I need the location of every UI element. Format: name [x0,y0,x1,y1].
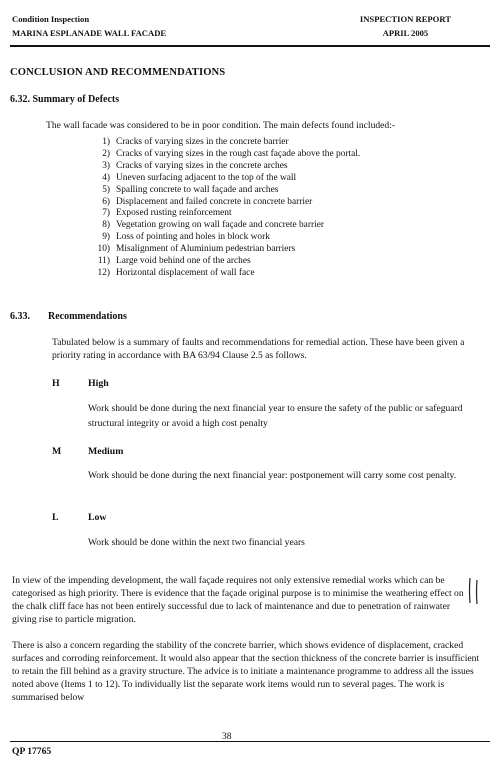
defect-number: 6) [102,196,110,207]
header-project-name: MARINA ESPLANADE WALL FACADE [12,28,167,38]
header-left [12,12,166,40]
priority-high-name: High [88,378,109,389]
defect-item [88,220,360,232]
document-reference: QP 17765 [12,746,52,757]
header-doc-type: Condition Inspection [12,14,90,24]
defect-list [88,137,360,280]
priority-medium-name: Medium [88,446,124,457]
defect-number: 7) [102,208,110,219]
defect-text: Cracks of varying sizes in the concrete barrier [116,137,289,147]
defect-text: Horizontal displacement of wall face [116,267,255,278]
defect-text: Displacement and failed concrete in concrete barrier [116,196,313,207]
recommendations-title: Recommendations [48,311,127,322]
defect-item [88,173,360,185]
handwritten-margin-mark-icon [466,576,482,606]
defect-number: 11) [97,256,110,267]
defect-number: 1) [102,137,110,147]
header-right [360,12,451,40]
priority-low-desc: Work should be done within the next two financial years [88,537,305,548]
priority-low-letter: L [52,512,59,523]
defect-text: Large void behind one of the arches [116,256,251,267]
conclusion-paragraph-1: In view of the impending development, the wall façade requires not only extensive remedial works which can be categorised as high priority. There is evidence that the façade original purpose is to minimise the weathering effect on the chalk cliff face has not been entirely successful due to lack of maintenance and due to penetration of rainwater giving rise to particle migration. [12,575,464,625]
defect-item [88,161,360,173]
defect-item [88,197,360,209]
defect-number: 4) [102,172,110,183]
footer-divider [10,741,490,742]
defect-item [88,208,360,220]
defect-number: 9) [102,232,110,243]
recommendations-intro: Tabulated below is a summary of faults and recommendations for remedial action. These have been given a priority rating in accordance with BA 63/94 Clause 2.5 as follows. [52,337,465,361]
priority-medium-letter: M [52,446,62,457]
section-title: CONCLUSION AND RECOMMENDATIONS [10,67,226,78]
defect-text: Cracks of varying sizes in the rough cast façade above the portal. [116,148,361,159]
priority-medium-desc: Work should be done during the next financial year: postponement will carry some cost penalty. [88,470,457,481]
defect-number: 3) [102,160,110,171]
defect-item [88,268,360,280]
defect-number: 5) [102,184,110,195]
priority-low-name: Low [88,512,107,523]
defect-item [88,232,360,244]
defect-text: Exposed rusting reinforcement [116,208,232,219]
defect-text: Misalignment of Aluminium pedestrian barriers [116,244,296,255]
defect-item [88,137,360,149]
defect-number: 8) [102,220,110,231]
summary-heading: 6.32. Summary of Defects [10,94,120,105]
summary-intro: The wall facade was considered to be in poor condition. The main defects found included:- [46,120,396,131]
defect-item [88,244,360,256]
defect-number: 2) [102,148,110,159]
defect-item [88,256,360,268]
defect-item [88,149,360,161]
header-report-title: INSPECTION REPORT [359,14,451,24]
defect-text: Spalling concrete to wall façade and arches [116,184,279,195]
defect-text: Vegetation growing on wall façade and concrete barrier [116,220,324,231]
priority-high-letter: H [52,378,60,389]
defect-item [88,185,360,197]
defect-text: Cracks of varying sizes in the concrete arches [116,160,288,171]
defect-text: Uneven surfacing adjacent to the top of the wall [116,172,297,183]
page-number: 38 [222,731,232,742]
header-divider [10,45,490,47]
recommendations-number: 6.33. [10,311,30,322]
defect-number: 12) [97,267,110,278]
defect-text: Loss of pointing and holes in block work [116,232,270,243]
recommendations-heading [10,311,127,322]
priority-high-desc: Work should be done during the next financial year to ensure the safety of the public or safeguard structural integrity or avoid a high cost penalty [88,403,463,429]
header-report-date: APRIL 2005 [382,28,429,38]
conclusion-paragraph-2: There is also a concern regarding the stability of the concrete barrier, which shows evidence of displacement, cracked surfaces and corroding reinforcement. It would also appear that the section thickness of the concrete barrier is insufficient to retain the fill behind as a gravity structure. The advice is to initiate a maintenance programme to address all the issues noted above (Items 1 to 12). To individually list the separate work items would run to several pages. The work is summarised below [12,640,480,703]
defect-number: 10) [97,244,110,255]
